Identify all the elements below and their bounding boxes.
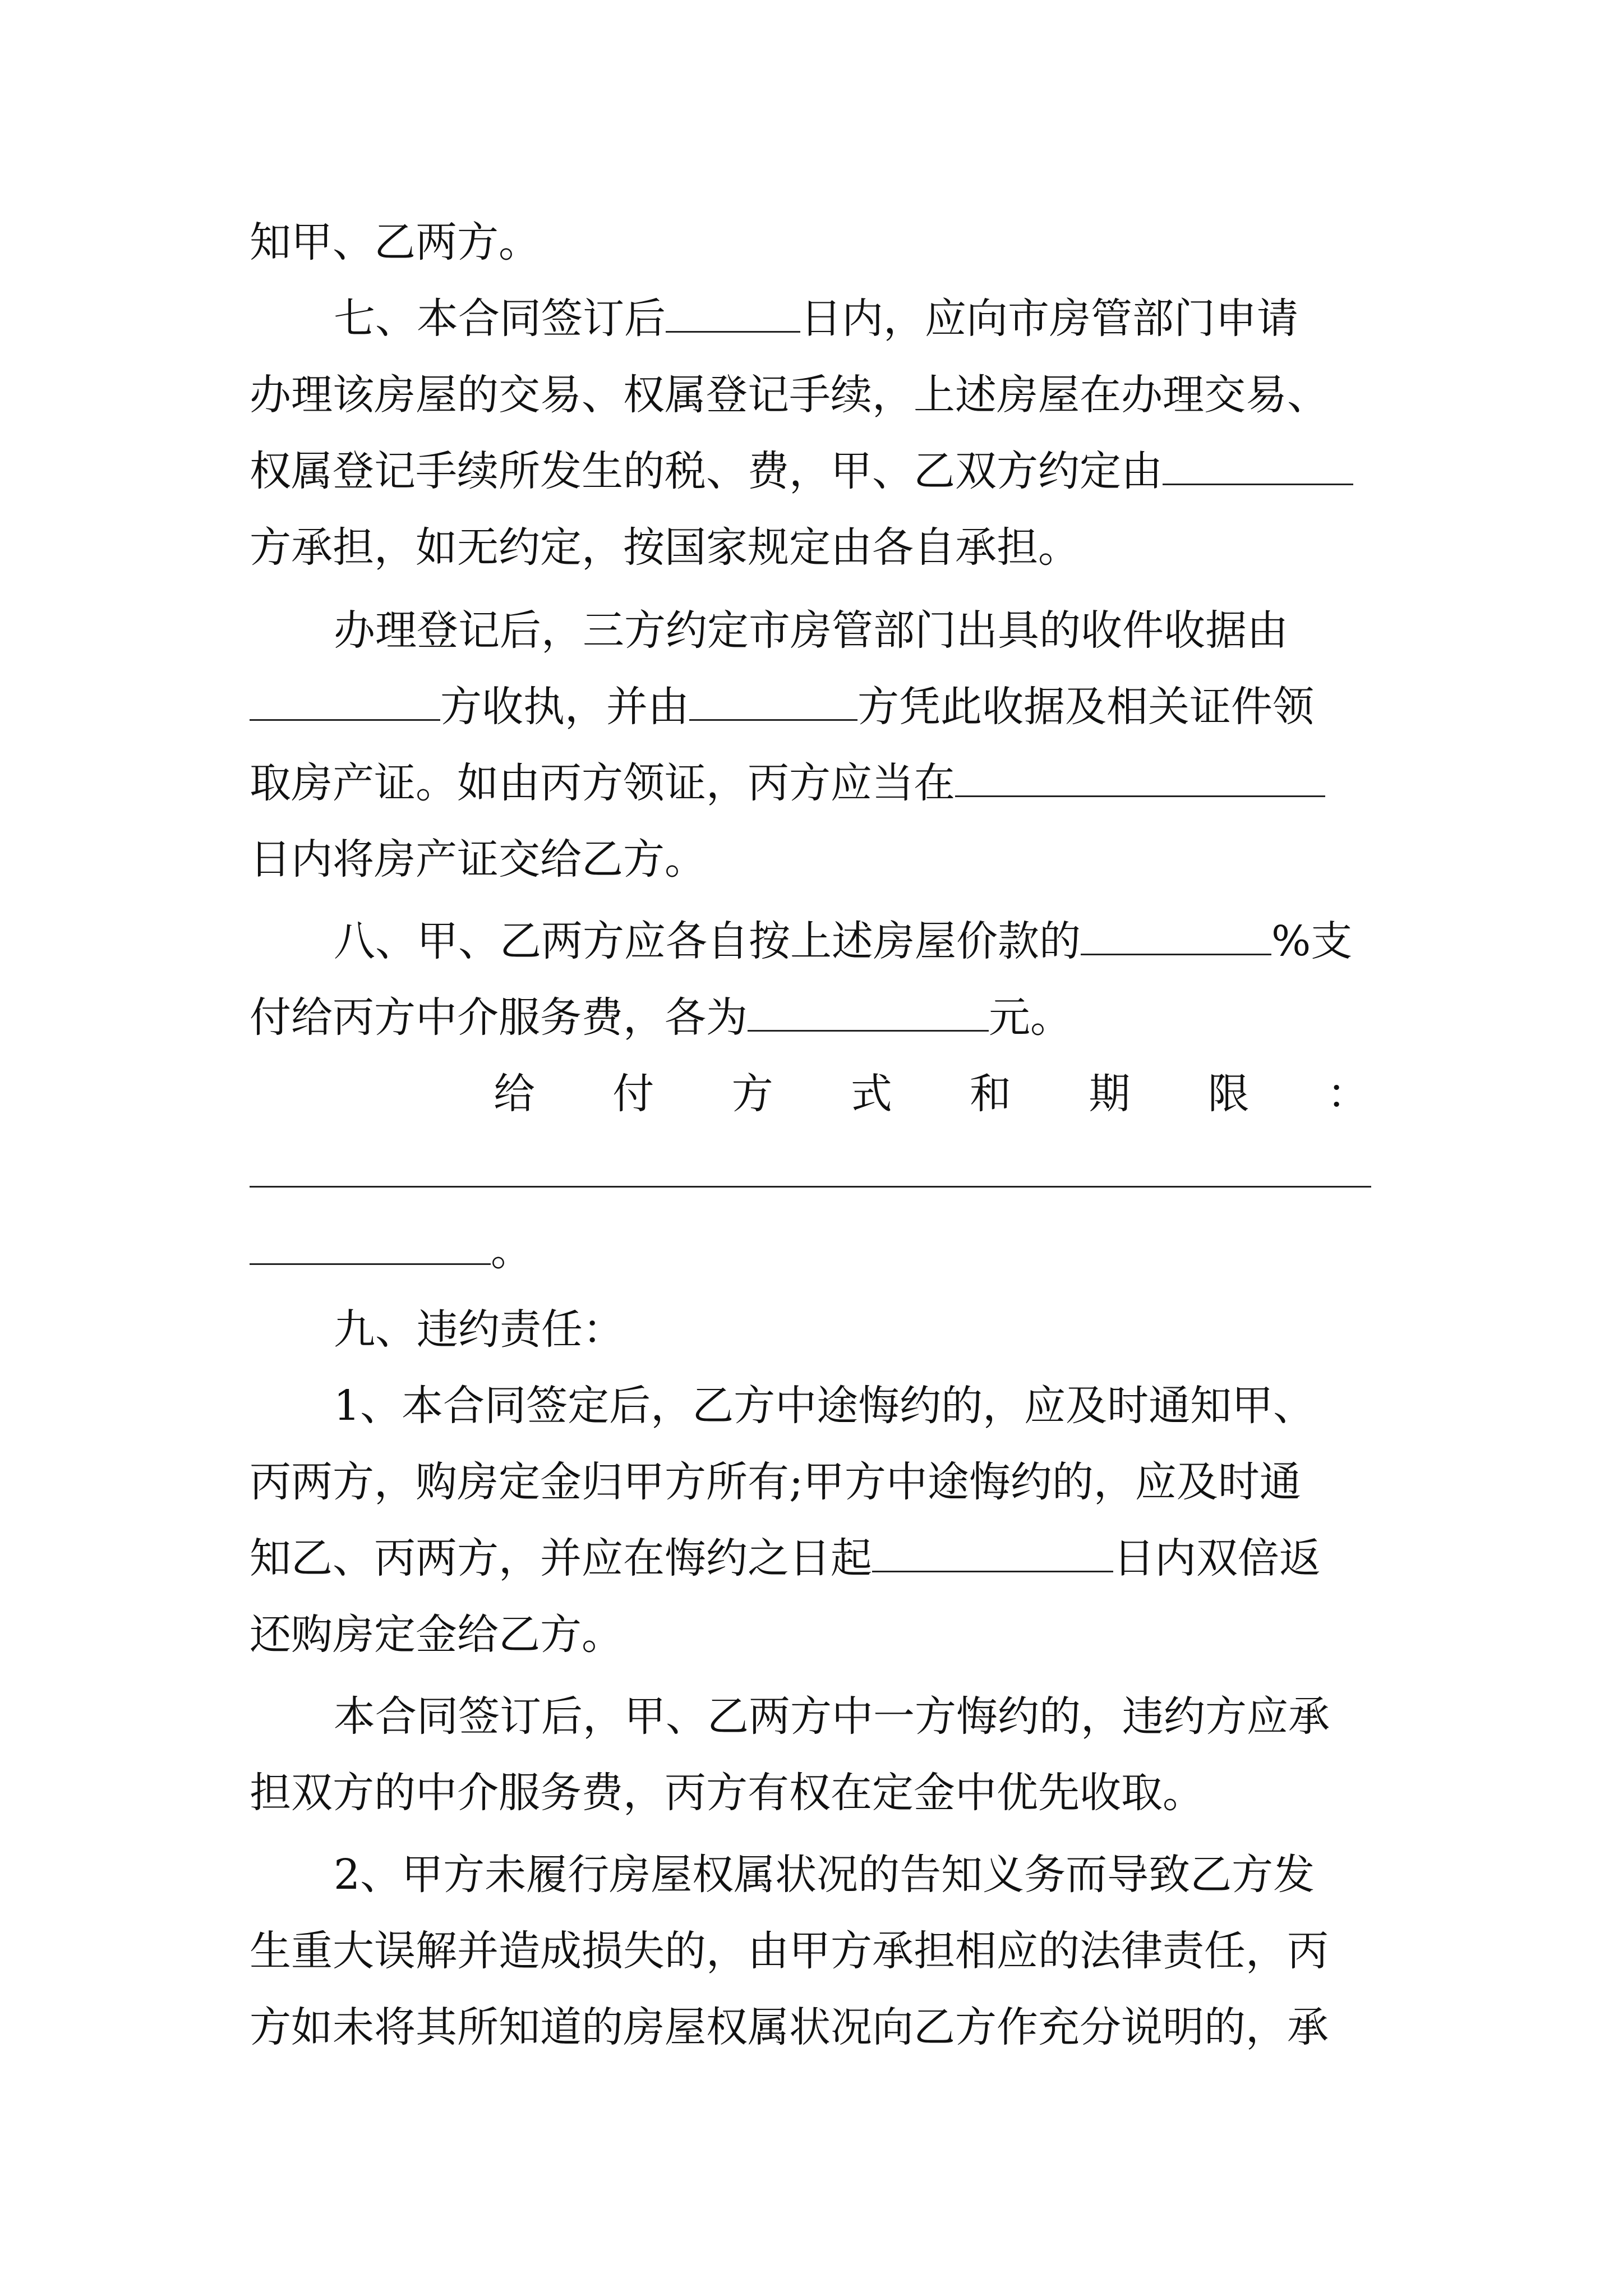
- text-line: [250, 1988, 1388, 2067]
- line-text: 权属登记手续所发生的税、费，甲、乙双方约定由: [250, 447, 1163, 495]
- line-text: 元。: [989, 993, 1072, 1042]
- spaced-char: 和: [970, 1070, 1012, 1118]
- text-line: [250, 902, 1388, 981]
- text-line: [250, 1212, 1388, 1290]
- line-text: %支: [1271, 917, 1353, 965]
- line-text: 。: [491, 1227, 532, 1275]
- line-text: 方凭此收据及相关证件领: [857, 683, 1314, 731]
- line-text: 还购房定金给乙方。: [250, 1611, 623, 1659]
- text-line: [250, 1519, 1388, 1598]
- spaced-char: 方: [731, 1070, 773, 1118]
- text-line: [250, 1912, 1388, 1990]
- fill-blank: [250, 1220, 491, 1265]
- line-text: 知乙、丙两方，并应在悔约之日起: [250, 1534, 872, 1582]
- spaced-char: 付: [612, 1070, 654, 1118]
- line-text: 取房产证。如由丙方领证，丙方应当在: [250, 759, 955, 807]
- text-line: [250, 356, 1388, 434]
- line-text: 2、甲方未履行房屋权属状况的告知义务而导致乙方发: [334, 1851, 1315, 1899]
- text-line: [250, 820, 1388, 899]
- fill-blank: [666, 287, 800, 333]
- spaced-char: 期: [1089, 1070, 1131, 1118]
- fill-blank: [250, 675, 440, 721]
- line-text: 日内双倍返: [1113, 1534, 1321, 1582]
- line-text: 担双方的中介服务费，丙方有权在定金中优先收取。: [250, 1769, 1204, 1817]
- line-text: 八、甲、乙两方应各自按上述房屋价款的: [334, 917, 1081, 965]
- text-line: [250, 279, 1388, 358]
- text-line: [250, 1835, 1388, 1914]
- line-text: 1、本合同签定后，乙方中途悔约的，应及时通知甲、: [334, 1382, 1315, 1430]
- fill-blank: [689, 675, 857, 721]
- spaced-char: 限: [1207, 1070, 1249, 1118]
- text-line: [250, 432, 1388, 510]
- line-text: 本合同签订后，甲、乙两方中一方悔约的，违约方应承: [334, 1692, 1330, 1741]
- spaced-char: 式: [850, 1070, 892, 1118]
- text-line: [250, 591, 1388, 670]
- text-line: [250, 1290, 1388, 1369]
- text-line: [250, 1443, 1388, 1521]
- line-text: 办理登记后，三方约定市房管部门出具的收件收据由: [334, 606, 1288, 655]
- text-line: [250, 1595, 1388, 1674]
- text-line: [250, 508, 1388, 587]
- line-text: 日内将房产证交给乙方。: [250, 835, 706, 884]
- line-text: 办理该房屋的交易、权属登记手续，上述房屋在办理交易、: [250, 371, 1329, 419]
- text-line: [250, 1754, 1388, 1832]
- line-text: 九、违约责任：: [334, 1305, 624, 1354]
- text-line: [250, 668, 1388, 746]
- spaced-char: ：: [1326, 1070, 1368, 1118]
- line-text: 知甲、乙两方。: [250, 218, 540, 266]
- line-text: 方承担，如无约定，按国家规定由各自承担。: [250, 523, 1080, 572]
- fill-blank: [748, 986, 989, 1032]
- spaced-heading-line: [494, 1055, 1368, 1133]
- text-line: [250, 203, 1388, 282]
- line-text: 方收执，并由: [440, 683, 689, 731]
- line-text: 方如未将其所知道的房屋权属状况向乙方作充分说明的，承: [250, 2003, 1329, 2051]
- line-text: 付给丙方中介服务费，各为: [250, 993, 748, 1042]
- fill-blank: [1163, 440, 1353, 485]
- fill-blank: [872, 1527, 1113, 1572]
- fill-blank: [1081, 910, 1271, 955]
- text-line: [250, 978, 1388, 1057]
- line-text: 七、本合同签订后: [334, 295, 666, 343]
- spaced-char: 给: [494, 1070, 535, 1118]
- fill-blank-full-line: [250, 1186, 1371, 1188]
- line-text: 日内，应向市房管部门申请: [800, 295, 1298, 343]
- text-line: [250, 1677, 1388, 1756]
- line-text: 生重大误解并造成损失的，由甲方承担相应的法律责任，丙: [250, 1927, 1329, 1975]
- line-text: 丙两方，购房定金归甲方所有;甲方中途悔约的，应及时通: [250, 1458, 1301, 1506]
- text-line: [250, 1366, 1388, 1445]
- fill-blank: [955, 752, 1325, 797]
- text-line: [250, 744, 1388, 822]
